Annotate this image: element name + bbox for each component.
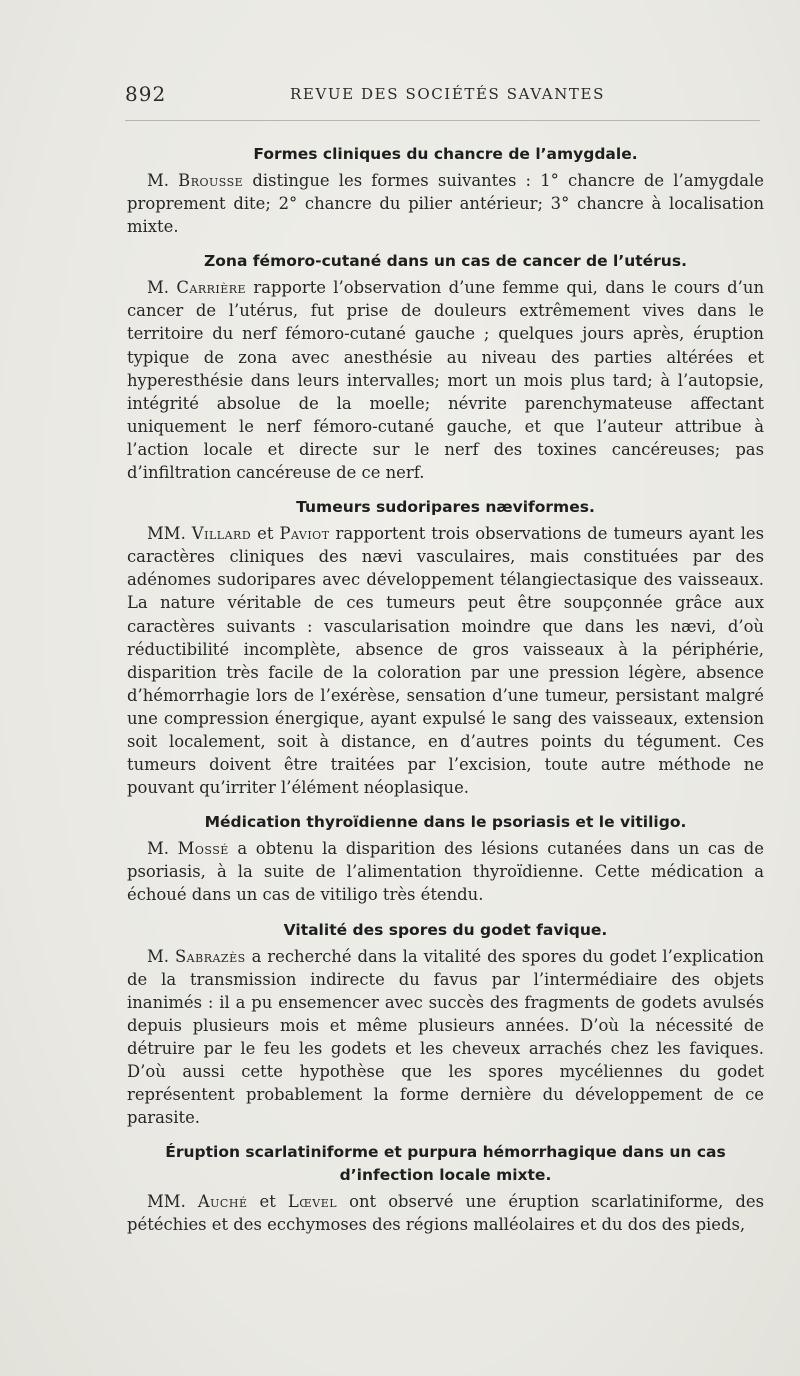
section-paragraph — [127, 276, 764, 484]
speaker-prefix: M. — [147, 171, 179, 190]
author-name-2: Paviot — [279, 524, 330, 544]
author-name-2: Lœvel — [287, 1192, 338, 1212]
section-title: Tumeurs sudoripares næviformes. — [296, 498, 595, 517]
header-rule — [125, 120, 760, 121]
author-name: Auché — [197, 1192, 248, 1212]
page-header — [125, 82, 765, 106]
section-paragraph — [127, 522, 764, 799]
conjunction: et — [247, 1192, 288, 1212]
section-paragraph — [127, 1190, 764, 1236]
section-title: Vitalité des spores du godet favique. — [283, 920, 608, 939]
author-name: Sabrazès — [174, 946, 246, 966]
paragraph-text: distingue les formes suivantes : 1° chancre de l’amygdale proprement dite; 2° chancre du pilier antérieur; 3° chancre à localisation mixte. — [127, 171, 764, 237]
section-title: Zona fémoro-cutané dans un cas de cancer de l’utérus. — [204, 252, 687, 271]
section-paragraph — [127, 837, 764, 906]
section-title: Éruption scarlatiniforme et purpura hémorrhagique dans un cas d’infection locale mixte. — [165, 1143, 726, 1185]
speaker-prefix: MM. — [147, 1192, 198, 1212]
page-number: 892 — [125, 82, 167, 106]
paragraph-text: rapportent trois observations de tumeurs ayant les caractères cliniques des nævi vasculaires, mais constituées par des adénomes sudoripares avec développement télangiectasique des vaisseaux. La nature véritable de ces tumeurs peut être soupçonnée grâce aux caractères suivants : vascularisation moindre que dans les nævi, d’où réductibilité incomplète, absence de gros vaisseaux à la périphérie, disparition très facile de la coloration par une pression légère, absence d’hémorrhagie lors de l’exérèse, sensation d’une tumeur, persistant malgré une compression énergique, ayant expulsé le sang des vaisseaux, extension soit localement, soit à distance, en d’autres points du tégument. Ces tumeurs doivent être traitées par l’excision, toute autre méthode ne pouvant qu’irriter l’élément néoplasique. — [127, 524, 764, 798]
author-name: Villard — [191, 524, 252, 544]
paragraph-text: ont observé une éruption scarlatiniforme, des pétéchies et des ecchymoses des régions malléolaires et du dos des pieds, — [127, 1192, 764, 1235]
paragraph-text: a obtenu la disparition des lésions cutanées dans un cas de psoriasis, à la suite de l’alimentation thyroïdienne. Cette médication a échoué dans un cas de vitiligo très étendu. — [127, 839, 765, 905]
section-paragraph — [127, 945, 764, 1130]
section-paragraph — [127, 169, 764, 238]
speaker-prefix: M. — [147, 839, 178, 859]
author-name: Carrière — [176, 278, 247, 298]
speaker-prefix: M. — [147, 946, 175, 966]
section-title: Médication thyroïdienne dans le psoriasis et le vitiligo. — [204, 813, 687, 832]
paragraph-text: rapporte l’observation d’une femme qui, dans le cours d’un cancer de l’utérus, fut prise de douleurs extrêmement vives dans le territoire du nerf fémoro-cutané gauche ; quelques jours après, éruption typique de zona avec anesthésie au niveau des parties altérées et hyperesthésie dans leurs intervalles; mort un mois plus tard; à l’autopsie, intégrité absolue de la moelle; névrite parenchymateuse affectant uniquement le nerf fémoro-cutané gauche, et que l’auteur attribue à l’action locale et directe sur le nerf des toxines cancéreuses; pas d’infiltration cancéreuse de ce nerf. — [127, 278, 764, 483]
speaker-prefix: M. — [147, 278, 177, 298]
conjunction: et — [251, 524, 280, 544]
author-name: Brousse — [178, 171, 244, 190]
article-body — [127, 143, 764, 1248]
author-name: Mossé — [177, 839, 229, 859]
running-head: REVUE DES SOCIÉTÉS SAVANTES — [290, 85, 605, 103]
section-title: Formes cliniques du chancre de l’amygdale. — [253, 145, 638, 163]
paragraph-text: a recherché dans la vitalité des spores du godet l’explication de la transmission indirecte du favus par l’intermédiaire des objets inanimés : il a pu ensemencer avec succès des fragments de godets avulsés depuis plusieurs mois et même plusieurs années. D’où la nécessité de détruire par le feu les godets et les cheveux arrachés chez les faviques. D’où aussi cette hypothèse que les spores mycéliennes du godet représentent probablement la forme dernière du développement de ce parasite. — [127, 946, 764, 1128]
speaker-prefix: MM. — [147, 524, 192, 544]
